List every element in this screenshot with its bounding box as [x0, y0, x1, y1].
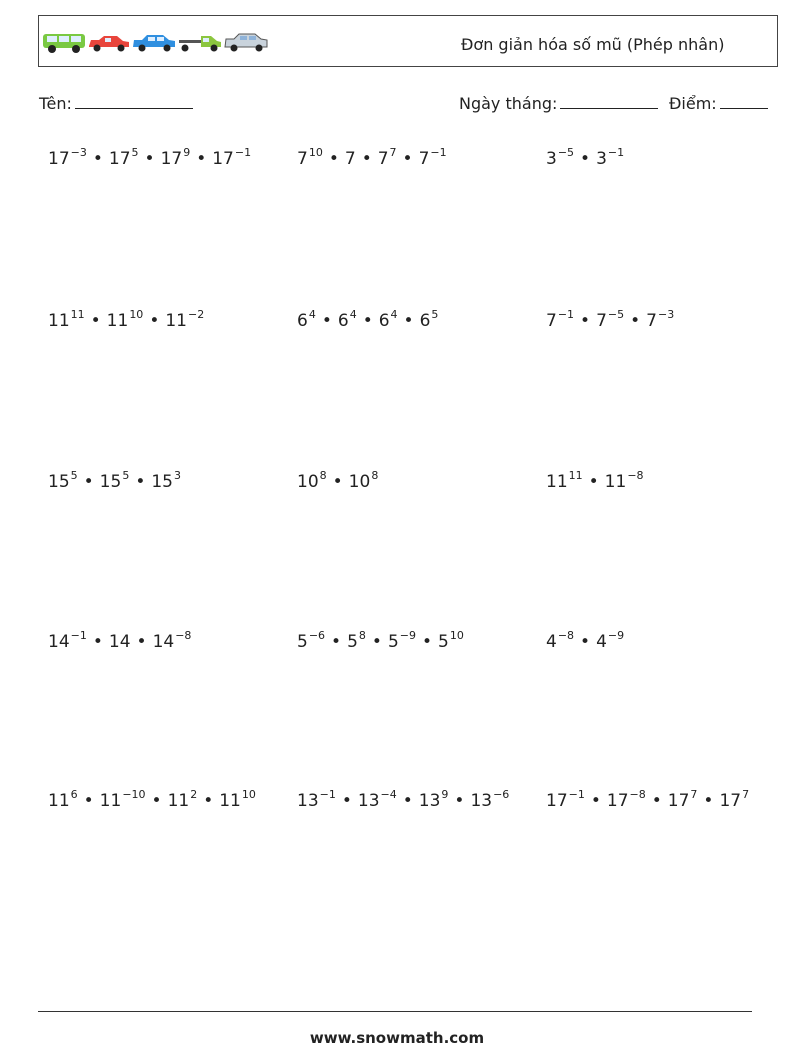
- exponent: −3: [70, 146, 87, 159]
- date-label: Ngày tháng:: [459, 94, 558, 113]
- multiply-operator: •: [332, 472, 343, 492]
- pickup-truck-icon: [179, 36, 221, 52]
- base: 6: [378, 311, 390, 331]
- problem-expression: [297, 308, 439, 331]
- base: 14: [152, 632, 175, 652]
- base: 11: [604, 472, 627, 492]
- base: 6: [419, 311, 431, 331]
- worksheet-title: Đơn giản hóa số mũ (Phép nhân): [461, 35, 725, 54]
- exponent: 10: [241, 788, 256, 801]
- name-field: [39, 93, 193, 113]
- base: 5: [297, 632, 308, 652]
- multiply-operator: •: [703, 791, 714, 811]
- exponent: 2: [190, 788, 198, 801]
- base: 10: [297, 472, 319, 492]
- date-blank[interactable]: [560, 93, 658, 109]
- base: 13: [297, 791, 319, 811]
- exponent: −1: [430, 146, 447, 159]
- name-blank[interactable]: [75, 93, 193, 109]
- exponent: 10: [129, 308, 144, 321]
- problem-expression: [48, 629, 192, 652]
- multiply-operator: •: [135, 472, 146, 492]
- score-label: Điểm:: [669, 94, 717, 113]
- exponent: −8: [175, 629, 192, 642]
- multiply-operator: •: [403, 311, 414, 331]
- multiply-operator: •: [83, 791, 94, 811]
- exponent: 6: [70, 788, 78, 801]
- multiply-operator: •: [590, 791, 601, 811]
- problem-expression: [297, 629, 464, 652]
- exponent: 11: [70, 308, 85, 321]
- base: 7: [546, 311, 557, 331]
- base: 15: [48, 472, 70, 492]
- base: 14: [108, 632, 131, 652]
- base: 17: [719, 791, 742, 811]
- base: 11: [219, 791, 241, 811]
- exponent: 3: [173, 469, 181, 482]
- exponent: 4: [349, 308, 357, 321]
- base: 17: [160, 149, 183, 169]
- exponent: 7: [742, 788, 750, 801]
- exponent: −2: [187, 308, 205, 321]
- exponent: −6: [308, 629, 326, 642]
- exponent: 5: [131, 146, 139, 159]
- problem-expression: [546, 629, 625, 652]
- problem-expression: [546, 469, 644, 492]
- multiply-operator: •: [421, 632, 433, 652]
- date-field: [459, 93, 658, 113]
- problem-expression: [297, 788, 510, 811]
- multiply-operator: •: [151, 791, 162, 811]
- exponent: 10: [449, 629, 464, 642]
- base: 10: [348, 472, 371, 492]
- base: 3: [546, 149, 557, 169]
- base: 7: [418, 149, 430, 169]
- multiply-operator: •: [92, 149, 103, 169]
- exponent: 7: [389, 146, 397, 159]
- base: 11: [106, 311, 129, 331]
- exponent: 10: [308, 146, 323, 159]
- base: 11: [546, 472, 568, 492]
- exponent: 8: [319, 469, 327, 482]
- red-car-icon: [89, 36, 129, 52]
- multiply-operator: •: [321, 311, 332, 331]
- exponent: 8: [371, 469, 379, 482]
- multiply-operator: •: [580, 311, 591, 331]
- multiply-operator: •: [136, 632, 147, 652]
- exponent: −5: [607, 308, 625, 321]
- multiply-operator: •: [149, 311, 160, 331]
- base: 17: [606, 791, 629, 811]
- problem-expression: [297, 469, 379, 492]
- base: 13: [470, 791, 493, 811]
- exponent: −5: [557, 146, 575, 159]
- base: 4: [546, 632, 557, 652]
- exponent: −8: [557, 629, 575, 642]
- base: 17: [108, 149, 131, 169]
- multiply-operator: •: [144, 149, 155, 169]
- problem-expression: [546, 308, 675, 331]
- base: 11: [48, 791, 70, 811]
- exponent: −8: [627, 469, 644, 482]
- exponent: −1: [557, 308, 575, 321]
- header-box: [38, 15, 778, 67]
- multiply-operator: •: [90, 311, 101, 331]
- white-suv-icon: [225, 34, 267, 52]
- base: 15: [99, 472, 122, 492]
- exponent: 5: [431, 308, 439, 321]
- problem-expression: [297, 146, 447, 169]
- base: 17: [546, 791, 568, 811]
- exponent: −1: [568, 788, 585, 801]
- base: 5: [438, 632, 449, 652]
- base: 11: [48, 311, 70, 331]
- exponent: −3: [657, 308, 675, 321]
- base: 17: [667, 791, 690, 811]
- exponent: −1: [607, 146, 625, 159]
- multiply-operator: •: [402, 791, 413, 811]
- base: 7: [297, 149, 308, 169]
- base: 11: [165, 311, 187, 331]
- multiply-operator: •: [454, 791, 465, 811]
- multiply-operator: •: [580, 149, 591, 169]
- base: 7: [646, 311, 657, 331]
- base: 5: [387, 632, 399, 652]
- exponent: 11: [568, 469, 583, 482]
- green-van-icon: [43, 34, 85, 53]
- exponent: −4: [380, 788, 397, 801]
- exponent: 7: [690, 788, 698, 801]
- exponent: −1: [70, 629, 87, 642]
- problem-expression: [546, 788, 750, 811]
- multiply-operator: •: [196, 149, 207, 169]
- base: 4: [596, 632, 607, 652]
- multiply-operator: •: [402, 149, 413, 169]
- multiply-operator: •: [341, 791, 352, 811]
- problem-expression: [48, 146, 252, 169]
- base: 17: [48, 149, 70, 169]
- base: 3: [596, 149, 607, 169]
- multiply-operator: •: [331, 632, 342, 652]
- base: 6: [297, 311, 308, 331]
- problem-expression: [48, 788, 256, 811]
- base: 15: [151, 472, 173, 492]
- multiply-operator: •: [92, 632, 103, 652]
- exponent: −10: [122, 788, 146, 801]
- multiply-operator: •: [362, 311, 373, 331]
- base: 11: [167, 791, 190, 811]
- base: 7: [596, 311, 607, 331]
- footer-divider: [38, 1011, 752, 1012]
- multiply-operator: •: [203, 791, 214, 811]
- multiply-operator: •: [328, 149, 339, 169]
- problem-expression: [48, 469, 181, 492]
- multiply-operator: •: [361, 149, 372, 169]
- multiply-operator: •: [630, 311, 641, 331]
- exponent: 9: [441, 788, 449, 801]
- base: 17: [212, 149, 234, 169]
- exponent: −6: [493, 788, 510, 801]
- base: 7: [344, 149, 356, 169]
- exponent: 5: [70, 469, 78, 482]
- car-icons: [41, 28, 271, 54]
- name-label: Tên:: [39, 94, 72, 113]
- problem-expression: [546, 146, 625, 169]
- base: 11: [99, 791, 122, 811]
- score-blank[interactable]: [720, 93, 768, 109]
- multiply-operator: •: [651, 791, 662, 811]
- score-field: [669, 93, 768, 113]
- exponent: 5: [122, 469, 130, 482]
- footer-url: www.snowmath.com: [309, 1029, 485, 1047]
- multiply-operator: •: [580, 632, 591, 652]
- exponent: 4: [390, 308, 398, 321]
- exponent: −8: [629, 788, 646, 801]
- blue-car-icon: [133, 35, 175, 52]
- exponent: −1: [319, 788, 336, 801]
- exponent: −9: [399, 629, 416, 642]
- exponent: −9: [607, 629, 625, 642]
- base: 13: [418, 791, 441, 811]
- exponent: 8: [358, 629, 366, 642]
- exponent: 4: [308, 308, 316, 321]
- base: 14: [48, 632, 70, 652]
- multiply-operator: •: [371, 632, 382, 652]
- multiply-operator: •: [588, 472, 599, 492]
- exponent: −1: [234, 146, 252, 159]
- base: 6: [337, 311, 349, 331]
- base: 13: [357, 791, 380, 811]
- problem-expression: [48, 308, 205, 331]
- exponent: 9: [183, 146, 191, 159]
- multiply-operator: •: [83, 472, 94, 492]
- base: 7: [377, 149, 389, 169]
- base: 5: [347, 632, 358, 652]
